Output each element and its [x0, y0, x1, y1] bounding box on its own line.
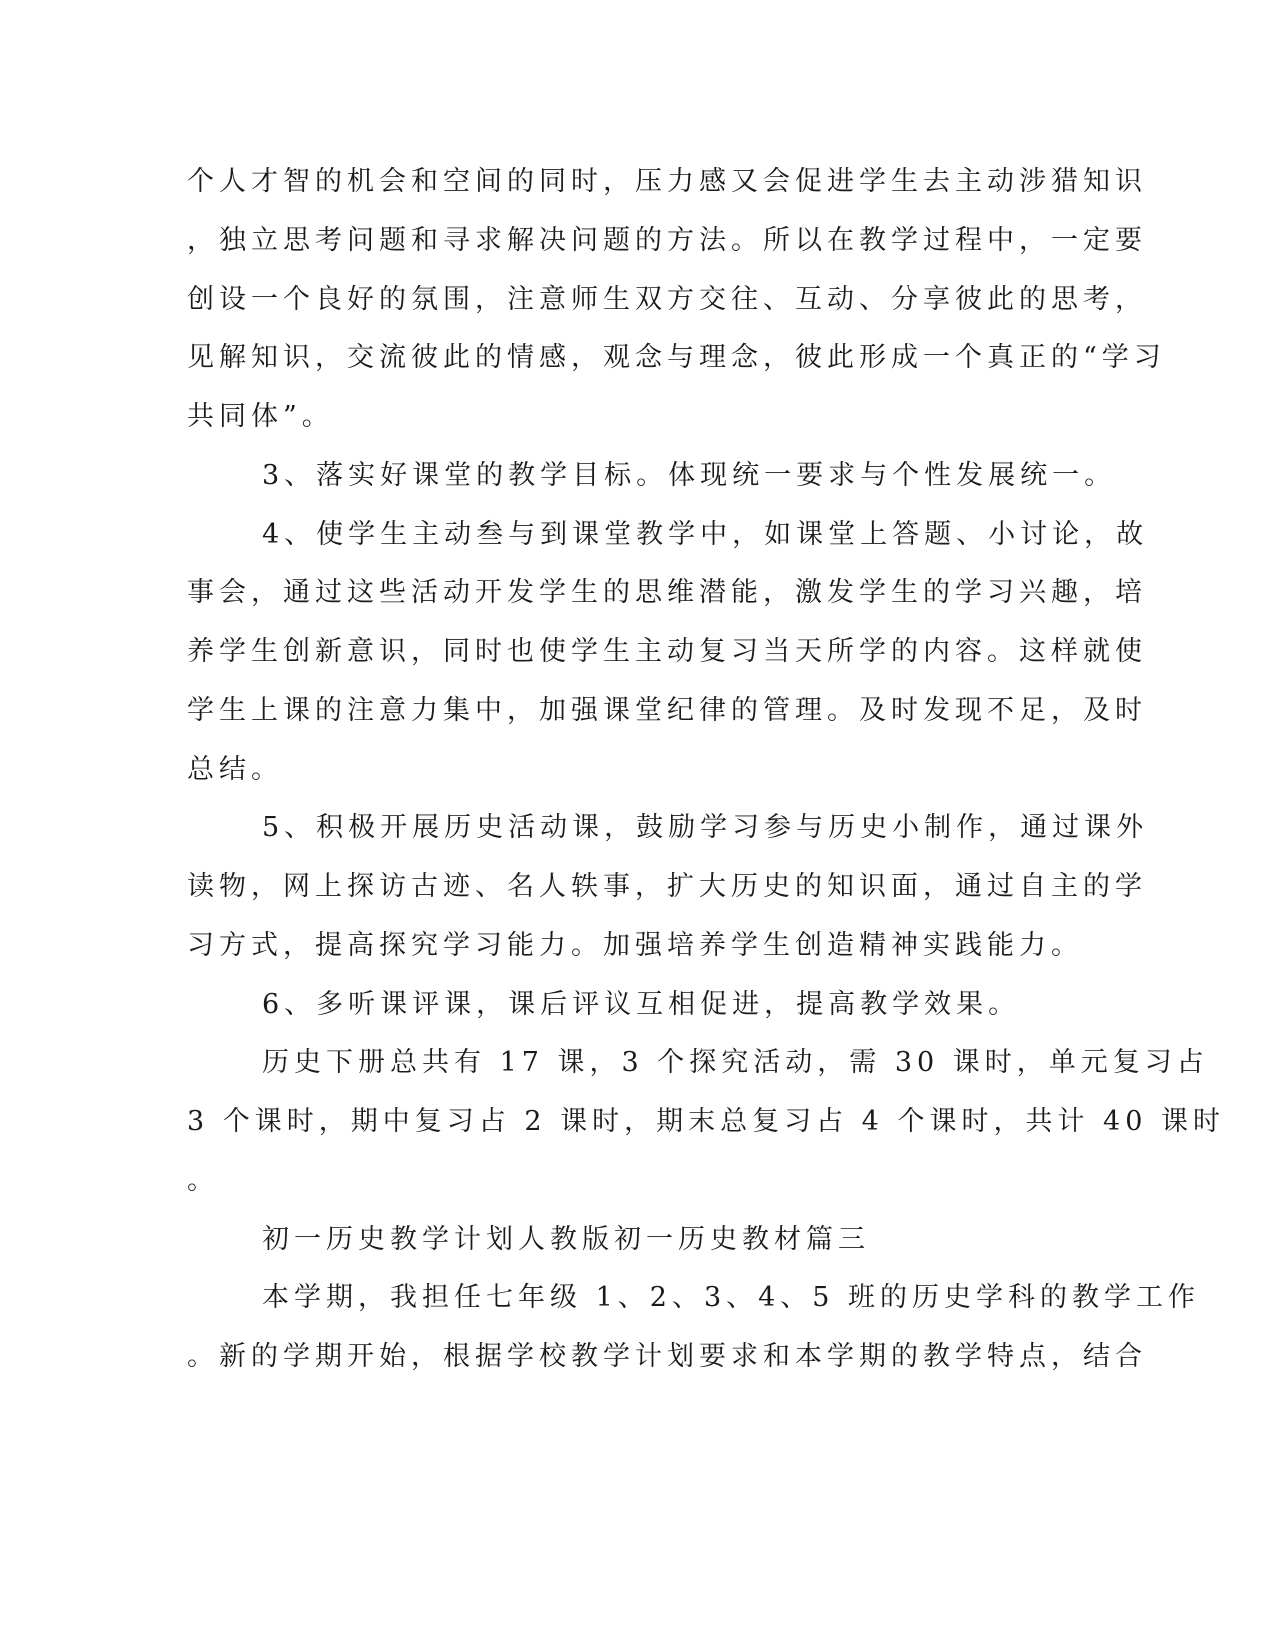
text-line: 习方式，提高探究学习能力。加强培养学生创造精神实践能力。 [187, 930, 1083, 961]
text-line: 创设一个良好的氛围，注意师生双方交往、互动、分享彼此的思考， [187, 284, 1147, 315]
text-line: 3 个课时，期中复习占 2 课时，期末总复习占 4 个课时，共计 40 课时 [187, 1106, 1225, 1137]
text-line: 历史下册总共有 17 课，3 个探究活动，需 30 课时，单元复习占 [262, 1047, 1209, 1078]
text-line: 事会，通过这些活动开发学生的思维潜能，激发学生的学习兴趣，培 [187, 577, 1147, 608]
text-line: 学生上课的注意力集中，加强课堂纪律的管理。及时发现不足，及时 [187, 695, 1147, 726]
text-line: 总结。 [187, 754, 283, 785]
text-line: 读物，网上探访古迹、名人轶事，扩大历史的知识面，通过自主的学 [187, 871, 1147, 902]
text-line: ，独立思考问题和寻求解决问题的方法。所以在教学过程中，一定要 [187, 225, 1147, 256]
text-line: 养学生创新意识，同时也使学生主动复习当天所学的内容。这样就使 [187, 636, 1147, 667]
text-line: 4、使学生主动叁与到课堂教学中，如课堂上答题、小讨论，故 [262, 519, 1149, 550]
text-line: 3、落实好课堂的教学目标。体现统一要求与个性发展统一。 [262, 460, 1117, 491]
text-line: 。新的学期开始，根据学校教学计划要求和本学期的教学特点，结合 [187, 1341, 1147, 1372]
text-line: 共同体”。 [187, 401, 334, 432]
text-line: 本学期，我担任七年级 1、2、3、4、5 班的历史学科的教学工作 [262, 1282, 1201, 1313]
text-line: 。 [187, 1165, 219, 1196]
section-heading: 初一历史教学计划人教版初一历史教材篇三 [262, 1224, 870, 1255]
text-line: 个人才智的机会和空间的同时，压力感又会促进学生去主动涉猎知识 [187, 166, 1147, 197]
text-line: 见解知识，交流彼此的情感，观念与理念，彼此形成一个真正的“学习 [187, 342, 1166, 373]
text-line: 6、多听课评课，课后评议互相促进，提高教学效果。 [262, 989, 1021, 1020]
text-line: 5、积极开展历史活动课，鼓励学习参与历史小制作，通过课外 [262, 812, 1149, 843]
